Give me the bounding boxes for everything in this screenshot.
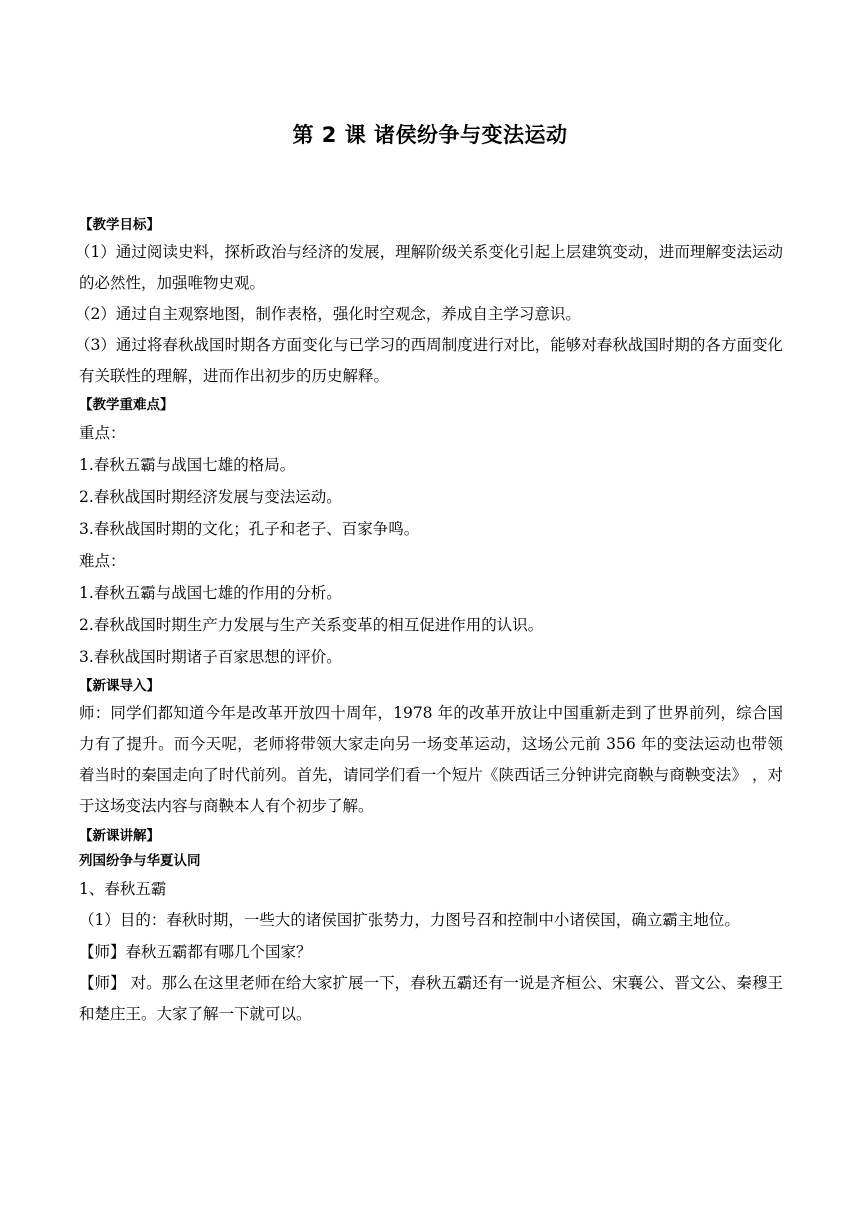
- focus-item: 2.春秋战国时期经济发展与变法运动。: [79, 488, 342, 506]
- purpose-text: （1）目的：春秋时期，一些大的诸侯国扩张势力，力图号召和控制中小诸侯国，确立霸主地位。: [79, 911, 740, 929]
- section-title: 1、春秋五霸: [79, 880, 167, 898]
- focus-item: 1.春秋五霸与战国七雄的格局。: [79, 456, 296, 474]
- document-body: [75, 212, 783, 1030]
- objective-item: （1）通过阅读史料，探析政治与经济的发展，理解阶级关系变化引起上层建筑变动，进而理解变法运动的必然性，加强唯物史观。: [75, 243, 783, 292]
- focus-item: 3.春秋战国时期的文化；孔子和老子、百家争鸣。: [79, 520, 420, 538]
- lesson-title: 第 2 课 诸侯纷争与变法运动: [292, 123, 568, 147]
- key-points-heading: 【教学重难点】: [79, 397, 174, 413]
- teacher-note: 【师】 对。那么在这里老师在给大家扩展一下，春秋五霸还有一说是齐桓公、宋襄公、晋文公、秦穆王和楚庄王。大家了解一下就可以。: [79, 974, 783, 1023]
- difficulty-item: 3.春秋战国时期诸子百家思想的评价。: [79, 648, 342, 666]
- teacher-question: 【师】春秋五霸都有哪几个国家？: [79, 943, 312, 961]
- difficulty-label: 难点：: [79, 552, 126, 570]
- intro-heading: 【新课导入】: [79, 678, 160, 694]
- focus-label: 重点：: [79, 424, 126, 442]
- difficulty-item: 2.春秋战国时期生产力发展与生产关系变革的相互促进作用的认识。: [79, 616, 544, 634]
- difficulty-item: 1.春秋五霸与战国七雄的作用的分析。: [79, 584, 342, 602]
- intro-text: 师：同学们都知道今年是改革开放四十周年，1978 年的改革开放让中国重新走到了世界前列，综合国力有了提升。而今天呢，老师将带领大家走向另一场变革运动，这场公元前 356 年的变法运动也带领着当时的秦国走向了时代前列。首先，请同学们看一个短片《陕西话三分钟讲完商鞅与商鞅变法》 ，对于这场变法内容与商鞅本人有个初步了解。: [79, 704, 783, 815]
- objective-item: （2）通过自主观察地图，制作表格，强化时空观念，养成自主学习意识。: [75, 305, 581, 323]
- objective-item: （3）通过将春秋战国时期各方面变化与已学习的西周制度进行对比，能够对春秋战国时期的各方面变化有关联性的理解，进而作出初步的历史解释。: [75, 336, 783, 385]
- lecture-subheading: 列国纷争与华夏认同: [79, 853, 201, 869]
- objectives-heading: 【教学目标】: [79, 217, 160, 233]
- lecture-heading: 【新课讲解】: [79, 828, 160, 844]
